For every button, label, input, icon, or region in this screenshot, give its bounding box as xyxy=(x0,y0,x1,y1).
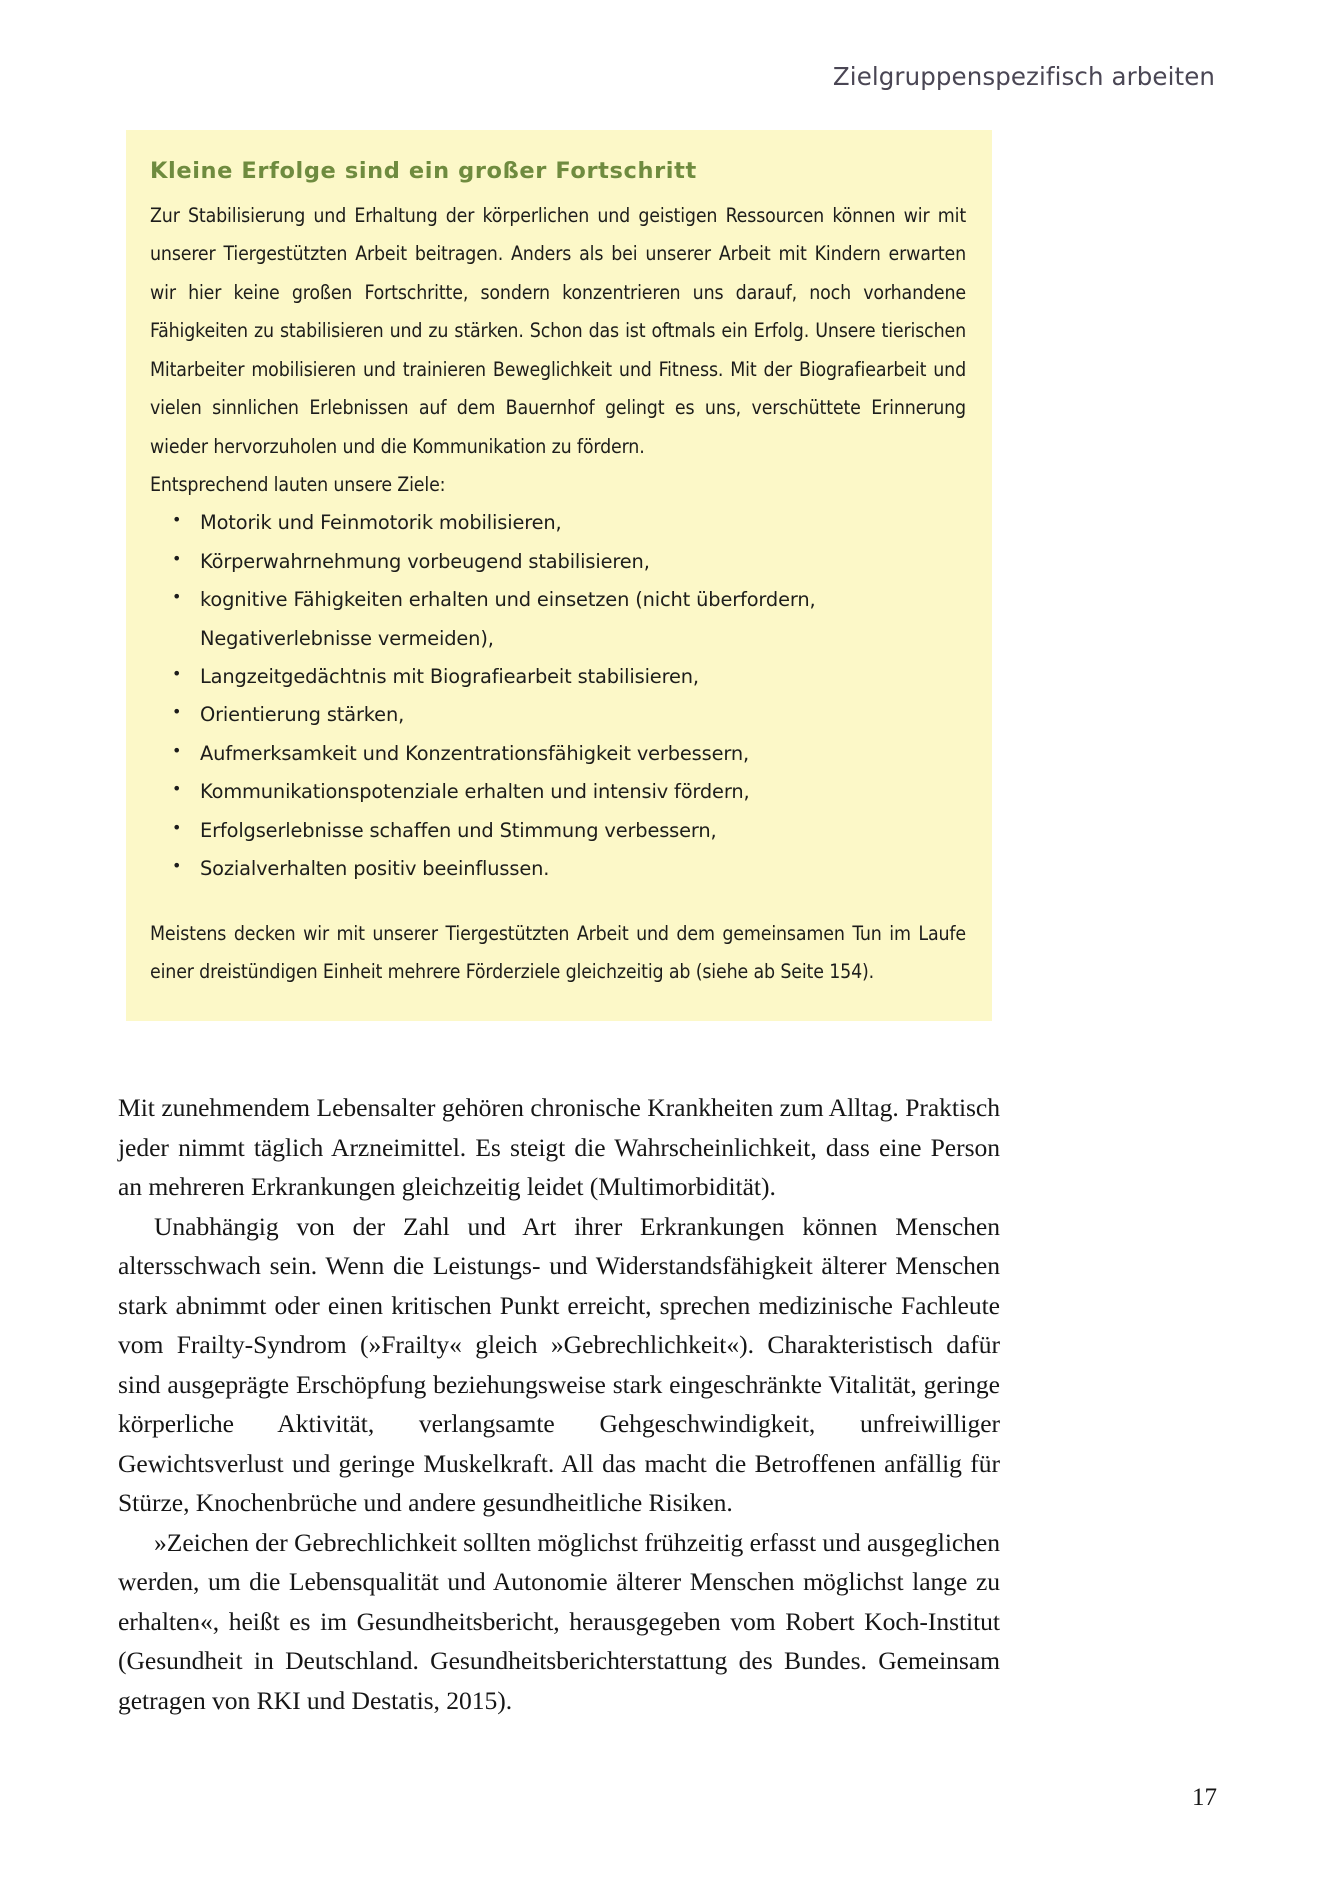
list-item xyxy=(150,581,966,658)
list-item-label: Motorik und Feinmotorik mobilisieren, xyxy=(200,511,562,535)
list-item-label: Kommunikationspotenziale erhalten und intensiv fördern, xyxy=(200,780,750,804)
list-item xyxy=(150,773,966,811)
goals-list xyxy=(150,504,966,888)
body-paragraph-3: »Zeichen der Gebrechlichkeit sollten möglichst frühzeitig erfasst und ausgeglichen werden, um die Lebensqualität und Autonomie älterer Menschen möglichst lange zu erhalten«, heißt es im Gesundheitsbericht, herausgegeben vom Robert Koch-Institut (Gesundheit in Deutschland. Gesundheitsberichterstattung des Bundes. Gemeinsam getragen von RKI und Destatis, 2015). xyxy=(118,1527,1000,1715)
running-head: Zielgruppenspezifisch arbeiten xyxy=(832,62,1215,91)
body-text xyxy=(118,1088,1000,1721)
bullet-icon: • xyxy=(172,510,182,530)
bullet-icon: • xyxy=(172,548,182,568)
body-paragraph-1: Mit zunehmendem Lebensalter gehören chronische Krankheiten zum Alltag. Praktisch jeder nimmt täglich Arzneimittel. Es steigt die Wahrscheinlichkeit, dass eine Person an mehreren Erkrankungen gleichzeitig leidet (Multimorbidität). xyxy=(118,1093,1000,1202)
bullet-icon: • xyxy=(172,702,182,722)
list-item xyxy=(150,696,966,734)
callout-closing-paragraph: Meistens decken wir mit unserer Tiergestützten Arbeit und dem gemeinsamen Tun im Laufe einer dreistündigen Einheit mehrere Förderziele gleichzeitig ab (siehe ab Seite 154). xyxy=(150,921,966,984)
list-item xyxy=(150,504,966,542)
bullet-icon: • xyxy=(172,740,182,760)
body-paragraph-2: Unabhängig von der Zahl und Art ihrer Erkrankungen können Menschen altersschwach sein. Wenn die Leistungs- und Widerstandsfähigkeit älterer Menschen stark abnimmt oder einen kritischen Punkt erreicht, sprechen medizinische Fachleute vom Frailty-Syndrom (»Frailty« gleich »Gebrechlichkeit«). Charakteristisch dafür sind ausgeprägte Erschöpfung beziehungsweise stark eingeschränkte Vitalität, geringe körperliche Aktivität, verlangsamte Gehgeschwindigkeit, unfreiwilliger Gewichtsverlust und geringe Muskelkraft. All das macht die Betroffenen anfällig für Stürze, Knochenbrüche und andere gesundheitliche Risiken. xyxy=(118,1211,1000,1518)
list-item-label: kognitive Fähigkeiten erhalten und einsetzen (nicht überfordern, Negativerlebnisse vermeiden), xyxy=(200,588,816,650)
list-item xyxy=(150,658,966,696)
callout-intro-paragraph: Zur Stabilisierung und Erhaltung der körperlichen und geistigen Ressourcen können wir mit unserer Tiergestützten Arbeit beitragen. Anders als bei unserer Arbeit mit Kindern erwarten wir hier keine großen Fortschritte, sondern konzentrieren uns darauf, noch vorhandene Fähigkeiten zu stabilisieren und zu stärken. Schon das ist oftmals ein Erfolg. Unsere tierischen Mitarbeiter mobilisieren und trainieren Beweglichkeit und Fitness. Mit der Biografiearbeit und vielen sinnlichen Erlebnissen auf dem Bauernhof gelingt es uns, verschüttete Erinnerung wieder hervorzuholen und die Kommunikation zu fördern. xyxy=(150,204,966,458)
page-number: 17 xyxy=(1192,1784,1217,1811)
list-item-label: Sozialverhalten positiv beeinflussen. xyxy=(200,857,550,881)
bullet-icon: • xyxy=(172,664,182,684)
list-item-label: Langzeitgedächtnis mit Biografiearbeit stabilisieren, xyxy=(200,665,699,689)
list-item-label: Orientierung stärken, xyxy=(200,703,405,727)
callout-lead-in: Entsprechend lauten unsere Ziele: xyxy=(150,472,446,496)
list-item xyxy=(150,735,966,773)
bullet-icon: • xyxy=(172,856,182,876)
bullet-icon: • xyxy=(172,587,182,607)
list-item-label: Erfolgserlebnisse schaffen und Stimmung verbessern, xyxy=(200,818,717,842)
list-item xyxy=(150,850,966,888)
list-item-label: Körperwahrnehmung vorbeugend stabilisieren, xyxy=(200,549,650,573)
list-item xyxy=(150,812,966,850)
callout-title: Kleine Erfolge sind ein großer Fortschritt xyxy=(150,158,697,184)
bullet-icon: • xyxy=(172,817,182,837)
highlight-callout-box xyxy=(126,130,992,1021)
list-item-label: Aufmerksamkeit und Konzentrationsfähigkeit verbessern, xyxy=(200,741,750,765)
bullet-icon: • xyxy=(172,779,182,799)
list-item xyxy=(150,543,966,581)
